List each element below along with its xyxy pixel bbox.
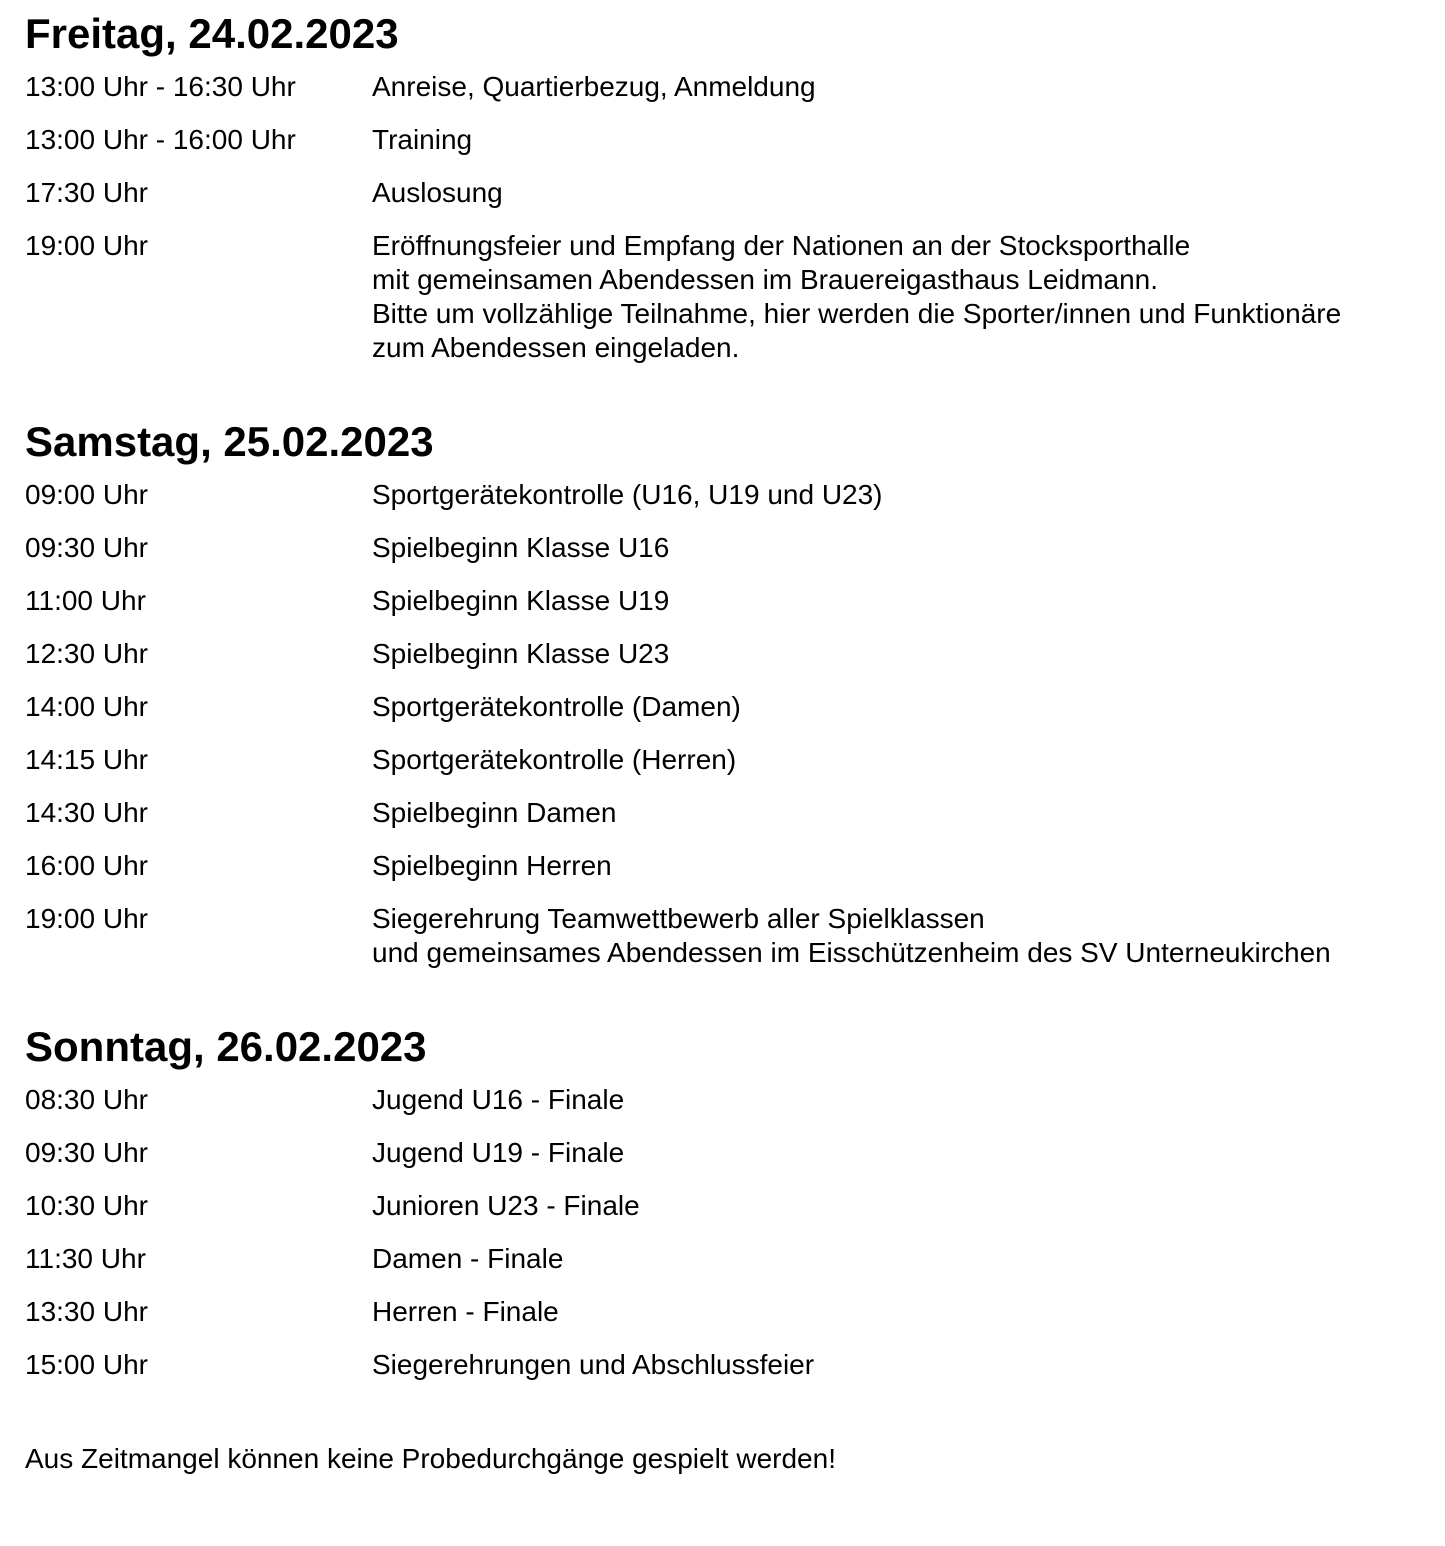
event-time: 09:00 Uhr <box>25 479 148 510</box>
event-description <box>372 690 1445 724</box>
event-description <box>372 229 1445 365</box>
event-description-line: Siegerehrungen und Abschlussfeier <box>372 1349 815 1380</box>
event-description-line: Spielbeginn Herren <box>372 850 612 881</box>
event-description-line: Eröffnungsfeier und Empfang der Nationen an der Stocksporthalle <box>372 230 1191 261</box>
day-section <box>25 1023 1445 1382</box>
event-time: 19:00 Uhr <box>25 903 148 934</box>
event-description <box>372 1295 1445 1329</box>
event-time: 12:30 Uhr <box>25 638 148 669</box>
event-description-line: Herren - Finale <box>372 1296 559 1327</box>
schedule-row <box>25 690 1445 724</box>
schedule-row <box>25 70 1445 104</box>
event-description-line: Anreise, Quartierbezug, Anmeldung <box>372 71 816 102</box>
day-heading: Sonntag, 26.02.2023 <box>25 1023 427 1070</box>
footer-note: Aus Zeitmangel können keine Probedurchgänge gespielt werden! <box>25 1443 836 1474</box>
schedule-row <box>25 1136 1445 1170</box>
event-description-line: Jugend U19 - Finale <box>372 1137 625 1168</box>
event-time: 16:00 Uhr <box>25 850 148 881</box>
schedule-row <box>25 478 1445 512</box>
event-description-line: und gemeinsames Abendessen im Eisschützenheim des SV Unterneukirchen <box>372 937 1331 968</box>
event-description-line: Bitte um vollzählige Teilnahme, hier werden die Sporter/innen und Funktionäre <box>372 298 1342 329</box>
day-heading: Samstag, 25.02.2023 <box>25 418 434 465</box>
day-section <box>25 10 1445 365</box>
event-description-line: Sportgerätekontrolle (Damen) <box>372 691 741 722</box>
event-description <box>372 1242 1445 1276</box>
event-description <box>372 123 1445 157</box>
event-description <box>372 902 1445 970</box>
schedule-row <box>25 743 1445 777</box>
schedule-days <box>25 10 1445 1382</box>
event-time: 19:00 Uhr <box>25 230 148 261</box>
event-time: 13:00 Uhr - 16:30 Uhr <box>25 71 296 102</box>
schedule-row <box>25 584 1445 618</box>
event-description-line: Training <box>372 124 473 155</box>
event-time: 13:30 Uhr <box>25 1296 148 1327</box>
event-description <box>372 176 1445 210</box>
event-description-line: Auslosung <box>372 177 503 208</box>
event-description <box>372 637 1445 671</box>
schedule-row <box>25 1083 1445 1117</box>
event-time: 14:15 Uhr <box>25 744 148 775</box>
event-description-line: Spielbeginn Klasse U23 <box>372 638 670 669</box>
schedule-list <box>25 478 1445 970</box>
schedule-row <box>25 123 1445 157</box>
event-time: 13:00 Uhr - 16:00 Uhr <box>25 124 296 155</box>
event-description-line: Junioren U23 - Finale <box>372 1190 640 1221</box>
day-section <box>25 418 1445 970</box>
event-time: 11:30 Uhr <box>25 1243 146 1274</box>
event-description-line: zum Abendessen eingeladen. <box>372 332 740 363</box>
event-time: 15:00 Uhr <box>25 1349 148 1380</box>
event-description <box>372 531 1445 565</box>
day-heading: Freitag, 24.02.2023 <box>25 10 399 57</box>
schedule-row <box>25 1189 1445 1223</box>
event-time: 10:30 Uhr <box>25 1190 148 1221</box>
schedule-row <box>25 176 1445 210</box>
event-description <box>372 1083 1445 1117</box>
event-description-line: Damen - Finale <box>372 1243 564 1274</box>
event-description-line: Sportgerätekontrolle (Herren) <box>372 744 737 775</box>
schedule-row <box>25 1242 1445 1276</box>
event-description <box>372 1189 1445 1223</box>
event-description <box>372 796 1445 830</box>
event-description-line: Spielbeginn Klasse U19 <box>372 585 670 616</box>
schedule-row <box>25 849 1445 883</box>
event-time: 14:00 Uhr <box>25 691 148 722</box>
event-description <box>372 743 1445 777</box>
event-description <box>372 849 1445 883</box>
event-time: 09:30 Uhr <box>25 532 148 563</box>
event-description <box>372 584 1445 618</box>
schedule-row <box>25 1348 1445 1382</box>
event-time: 11:00 Uhr <box>25 585 146 616</box>
event-description <box>372 1136 1445 1170</box>
event-description-line: Siegerehrung Teamwettbewerb aller Spielklassen <box>372 903 985 934</box>
event-time: 17:30 Uhr <box>25 177 148 208</box>
event-description-line: Spielbeginn Klasse U16 <box>372 532 670 563</box>
event-description-line: mit gemeinsamen Abendessen im Brauereigasthaus Leidmann. <box>372 264 1159 295</box>
schedule-list <box>25 1083 1445 1382</box>
schedule-row <box>25 531 1445 565</box>
event-description <box>372 1348 1445 1382</box>
schedule-list <box>25 70 1445 365</box>
event-description <box>372 70 1445 104</box>
schedule-row <box>25 902 1445 970</box>
event-description-line: Sportgerätekontrolle (U16, U19 und U23) <box>372 479 883 510</box>
schedule-row <box>25 229 1445 365</box>
event-time: 09:30 Uhr <box>25 1137 148 1168</box>
event-time: 08:30 Uhr <box>25 1084 148 1115</box>
event-time: 14:30 Uhr <box>25 797 148 828</box>
event-description-line: Jugend U16 - Finale <box>372 1084 625 1115</box>
schedule-row <box>25 1295 1445 1329</box>
schedule-row <box>25 637 1445 671</box>
schedule-row <box>25 796 1445 830</box>
event-description-line: Spielbeginn Damen <box>372 797 617 828</box>
event-description <box>372 478 1445 512</box>
